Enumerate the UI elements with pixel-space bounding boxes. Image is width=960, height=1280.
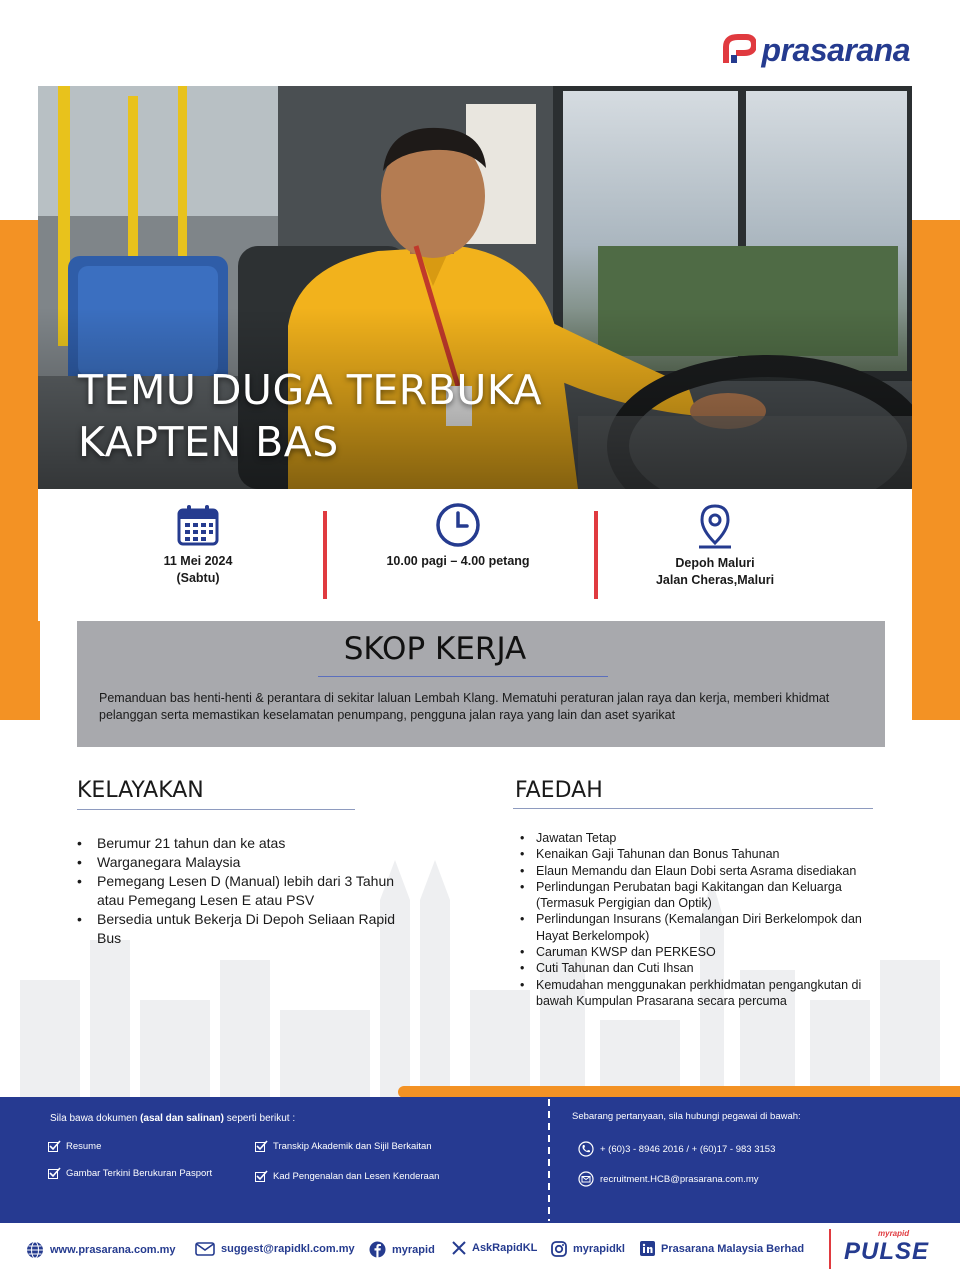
documents-lead-bold: (asal dan salinan) (140, 1113, 224, 1124)
prasarana-logo (722, 30, 910, 70)
list-item: • Jawatan Tetap (518, 830, 868, 846)
orange-accent-left (0, 220, 40, 720)
benefits-underline (513, 808, 873, 809)
x-link[interactable] (452, 1241, 537, 1255)
list-item: • Kemudahan menggunakan perkhidmatan pengangkutan di bawah Kumpulan Prasarana secara percuma (518, 977, 868, 1010)
document-label: Gambar Terkini Berukuran Pasport (66, 1168, 213, 1179)
linkedin-link[interactable] (640, 1241, 804, 1256)
checkbox-checked-icon (255, 1170, 268, 1183)
hero-title (78, 364, 542, 468)
list-item: • Warganegara Malaysia (77, 853, 407, 872)
checkbox-checked-icon (48, 1167, 61, 1180)
interview-day-text: (Sabtu) (176, 571, 220, 585)
documents-lead-end: seperti berikut : (223, 1113, 296, 1124)
logo-wordmark: prasarana (761, 31, 910, 68)
interview-time (318, 489, 598, 621)
list-item: • Bersedia untuk Bekerja Di Depoh Seliaan Rapid Bus (77, 910, 407, 948)
location-pin-icon (695, 503, 735, 549)
pulse-logo-small-text: myrapid (878, 1229, 910, 1238)
document-label: Resume (66, 1141, 102, 1152)
document-item (48, 1167, 212, 1180)
location-name: Depoh Maluri (675, 556, 755, 570)
document-label: Kad Pengenalan dan Lesen Kenderaan (273, 1171, 440, 1182)
email-link-text: suggest@rapidkl.com.my (221, 1243, 355, 1255)
qualifications-title: KELAYAKAN (77, 778, 204, 803)
document-item (255, 1170, 439, 1183)
prasarana-logo-mark-icon (722, 33, 756, 67)
hero-title-line2: KAPTEN BAS (78, 418, 339, 466)
social-link-bar (0, 1223, 960, 1280)
x-link-text: AskRapidKL (472, 1242, 538, 1254)
scope-description: Pemanduan bas henti-henti & perantara di sekitar laluan Lembah Klang. Mematuhi peraturan jalan raya dan kerja, memberi khidmat pelanggan serta memastikan keselamatan penumpang, pengguna jalan raya yang lain dan aset syarikat (99, 691, 830, 722)
website-link[interactable] (26, 1241, 176, 1259)
linkedin-icon (640, 1241, 655, 1256)
location-address: Jalan Cheras,Maluri (655, 573, 775, 587)
scope-title: SKOP KERJA (343, 631, 527, 667)
contact-email[interactable] (578, 1171, 759, 1187)
list-item: • Perlindungan Perubatan bagi Kakitangan dan Keluarga (Termasuk Pergigian dan Optik) (518, 879, 868, 912)
facebook-link[interactable] (369, 1241, 435, 1258)
documents-lead-start: Sila bawa dokumen (50, 1113, 141, 1124)
myrapid-pulse-logo (842, 1229, 932, 1269)
linkbar-divider (829, 1229, 831, 1269)
footer-dashed-divider (548, 1099, 550, 1221)
phone-icon (578, 1141, 594, 1157)
calendar-icon (176, 503, 220, 547)
qualifications-underline (77, 809, 355, 810)
instagram-link[interactable] (551, 1241, 625, 1257)
checkbox-checked-icon (48, 1140, 61, 1153)
benefits-list (518, 830, 868, 1009)
list-item: • Elaun Memandu dan Elaun Dobi serta Asrama disediakan (518, 863, 868, 879)
pulse-logo-text: PULSE (844, 1238, 930, 1265)
document-item (48, 1140, 101, 1153)
instagram-icon (551, 1241, 567, 1257)
interview-time-text: 10.00 pagi – 4.00 petang (386, 554, 530, 568)
documents-lead (50, 1113, 295, 1124)
checkbox-checked-icon (255, 1140, 268, 1153)
document-item (255, 1140, 432, 1153)
globe-icon (26, 1241, 44, 1259)
benefits-title: FAEDAH (515, 778, 603, 803)
qualifications-list (77, 834, 407, 948)
contact-email-text: recruitment.HCB@prasarana.com.my (600, 1173, 759, 1185)
list-item: • Cuti Tahunan dan Cuti Ihsan (518, 960, 868, 976)
interview-date (58, 489, 338, 621)
list-item: • Pemegang Lesen D (Manual) lebih dari 3 Tahun atau Pemegang Lesen E atau PSV (77, 872, 407, 910)
contact-phone[interactable] (578, 1141, 775, 1157)
clock-icon (435, 503, 481, 547)
interview-info-strip (38, 489, 912, 621)
email-link[interactable] (195, 1241, 355, 1257)
facebook-icon (369, 1241, 386, 1258)
facebook-link-text: myrapid (392, 1243, 435, 1256)
list-item: • Perlindungan Insurans (Kemalangan Diri Berkelompok dan Hayat Berkelompok) (518, 911, 868, 944)
linkedin-link-text: Prasarana Malaysia Berhad (661, 1242, 805, 1255)
instagram-link-text: myrapidkl (573, 1243, 625, 1255)
contact-phone-text: + (60)3 - 8946 2016 / + (60)17 - 983 3153 (600, 1143, 776, 1155)
list-item: • Kenaikan Gaji Tahunan dan Bonus Tahunan (518, 846, 868, 862)
list-item: • Berumur 21 tahun dan ke atas (77, 834, 407, 853)
email-icon (578, 1171, 594, 1187)
envelope-icon (195, 1241, 215, 1257)
footer-panel (0, 1097, 960, 1223)
hero-photo (38, 86, 912, 489)
orange-accent-right (912, 220, 960, 720)
hero-title-line1: TEMU DUGA TERBUKA (78, 366, 543, 414)
interview-date-text: 11 Mei 2024 (163, 554, 233, 568)
list-item: • Caruman KWSP dan PERKESO (518, 944, 868, 960)
x-logo-icon (452, 1241, 466, 1255)
interview-location (575, 489, 855, 621)
website-link-text: www.prasarana.com.my (50, 1244, 176, 1256)
document-label: Transkip Akademik dan Sijil Berkaitan (273, 1141, 432, 1152)
contact-lead: Sebarang pertanyaan, sila hubungi pegawai di bawah: (572, 1111, 801, 1122)
scope-section (77, 621, 885, 747)
scope-title-underline (318, 676, 608, 677)
